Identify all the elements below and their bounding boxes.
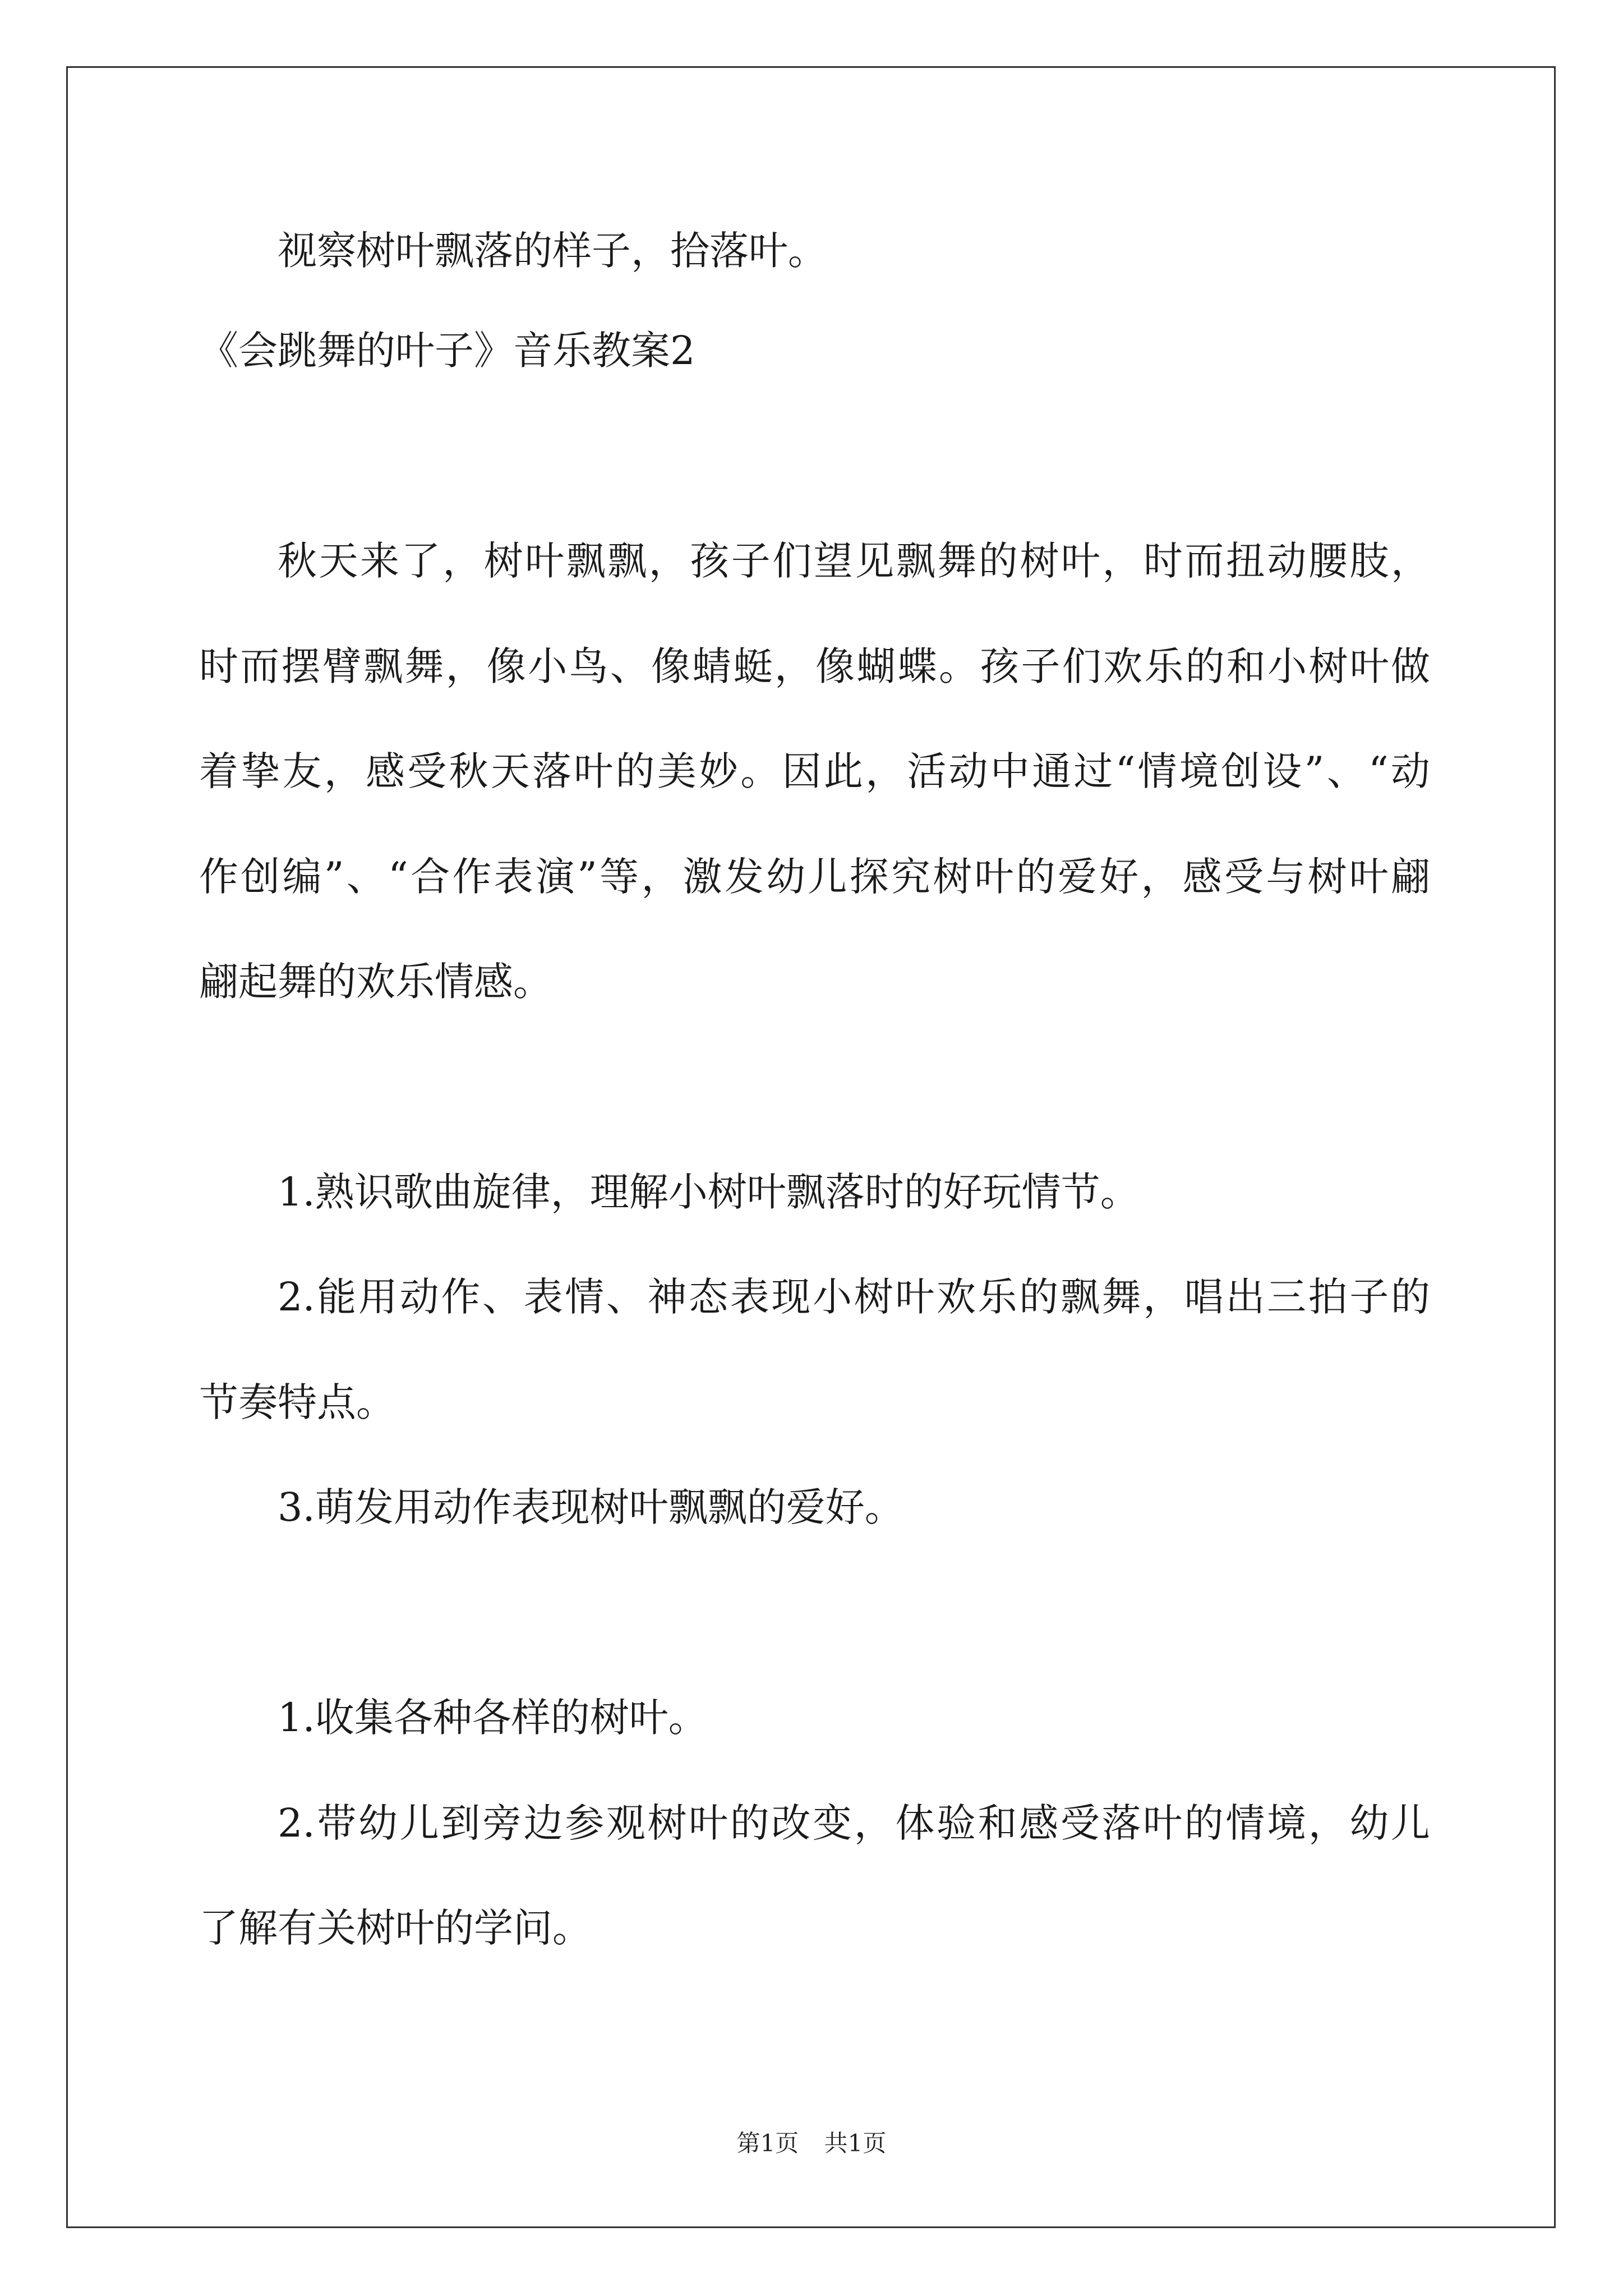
paragraph-line: 时而摆臂飘舞，像小鸟、像蜻蜓，像蝴蝶。孩子们欢乐的和小树叶做 [199,643,1430,689]
prep-item: 2.带幼儿到旁边参观树叶的改变，体验和感受落叶的情境，幼儿 [278,1800,1430,1846]
page-border [66,66,1556,2228]
paragraph-line: 翩起舞的欢乐情感。 [199,959,552,1005]
goal-item: 3.萌发用动作表现树叶飘飘的爱好。 [278,1484,904,1530]
goal-item: 2.能用动作、表情、神态表现小树叶欢乐的飘舞，唱出三拍子的 [278,1274,1430,1320]
prep-item: 1.收集各种各样的树叶。 [278,1695,708,1741]
goal-item: 1.熟识歌曲旋律，理解小树叶飘落时的好玩情节。 [278,1169,1140,1215]
page-footer [0,2129,1623,2157]
goal-item-continuation: 节奏特点。 [199,1379,395,1425]
section-heading: 《会跳舞的叶子》音乐教案2 [199,328,695,374]
paragraph-line: 着挚友，感受秋天落叶的美妙。因此，活动中通过“情境创设”、“动 [199,748,1430,794]
paragraph-line: 视察树叶飘落的样子，拾落叶。 [278,228,827,274]
page-number-current: 第1页 [736,2129,799,2157]
paragraph-line: 秋天来了，树叶飘飘，孩子们望见飘舞的树叶，时而扭动腰肢， [278,538,1430,584]
prep-item-continuation: 了解有关树叶的学问。 [199,1905,592,1951]
paragraph-line: 作创编”、“合作表演”等，激发幼儿探究树叶的爱好，感受与树叶翩 [199,854,1430,900]
page-number-total: 共1页 [824,2129,887,2157]
